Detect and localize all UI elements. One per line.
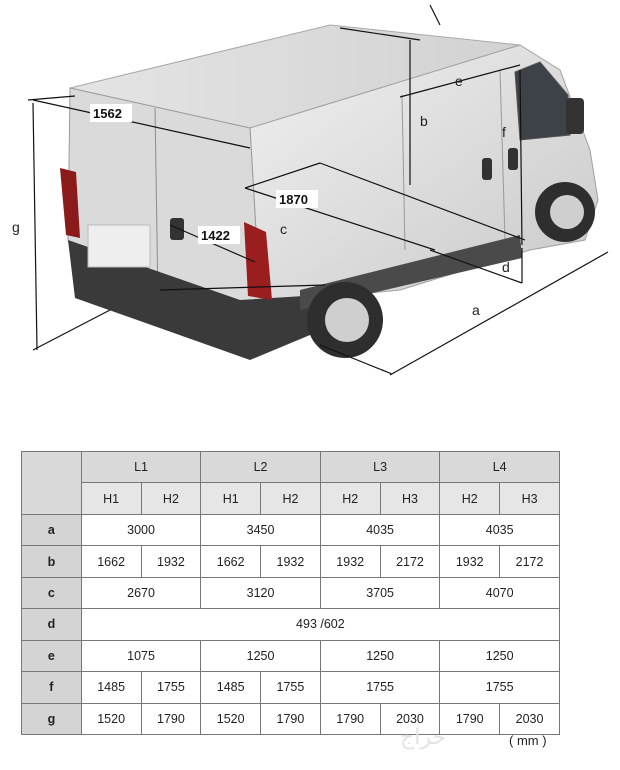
table-cell: 2172 [380,546,440,577]
table-cell: 1520 [81,703,141,735]
table-cell: 3450 [201,514,321,545]
table-cell: 1790 [261,703,321,735]
row-label: d [22,609,82,640]
table-cell: 1755 [440,672,560,703]
table-row [22,577,560,608]
row-label: c [22,577,82,608]
table-cell: 1250 [320,640,440,671]
label-f: f [502,124,506,140]
height-header: H3 [380,483,440,514]
table-row [22,672,560,703]
table-cell: 1932 [320,546,380,577]
table-cell: 1932 [440,546,500,577]
height-header-row [22,483,560,514]
table-cell: 493 /602 [81,609,559,640]
table-cell: 4035 [320,514,440,545]
height-header: H1 [81,483,141,514]
table-cell: 1790 [320,703,380,735]
unit-label: ( mm ) [509,733,547,748]
row-label: g [22,703,82,735]
table-cell: 2670 [81,577,201,608]
table-cell: 1755 [320,672,440,703]
table-cell: 1075 [81,640,201,671]
length-header-row [22,452,560,483]
table-cell: 1662 [201,546,261,577]
label-1870: 1870 [279,192,308,207]
table-row [22,609,560,640]
label-d: d [502,259,510,275]
height-header: H2 [440,483,500,514]
label-g: g [12,219,20,235]
length-header: L4 [440,452,560,483]
table-row [22,640,560,671]
length-header: L2 [201,452,321,483]
table-cell: 2030 [500,703,560,735]
table-cell: 1662 [81,546,141,577]
table-cell: 1485 [81,672,141,703]
label-a: a [472,302,480,318]
table-cell: 1755 [141,672,201,703]
label-1422: 1422 [201,228,230,243]
table-cell: 4070 [440,577,560,608]
row-label: e [22,640,82,671]
corner-cell [22,452,82,515]
height-header: H3 [500,483,560,514]
table-cell: 3000 [81,514,201,545]
length-header: L1 [81,452,201,483]
label-1562: 1562 [93,106,122,121]
height-header: H1 [201,483,261,514]
watermark: ﺣﺮﺍﺝ [400,725,447,750]
table-row [22,546,560,577]
row-label: a [22,514,82,545]
label-c: c [280,221,287,237]
height-header: H2 [261,483,321,514]
table-cell: 1520 [201,703,261,735]
table-cell: 1932 [261,546,321,577]
dimensions-table [21,451,560,735]
row-label: f [22,672,82,703]
table-row [22,703,560,735]
length-header: L3 [320,452,440,483]
table-cell: 1250 [201,640,321,671]
table-cell: 1755 [261,672,321,703]
table-cell: 2030 [380,703,440,735]
height-header: H2 [320,483,380,514]
table-cell: 1790 [141,703,201,735]
table-cell: 2172 [500,546,560,577]
table-cell: 1790 [440,703,500,735]
table-cell: 1250 [440,640,560,671]
label-e: e [455,73,463,89]
table-cell: 3120 [201,577,321,608]
table-cell: 4035 [440,514,560,545]
van-illustration [60,25,598,360]
height-header: H2 [141,483,201,514]
label-b: b [420,113,428,129]
table-row [22,514,560,545]
table-cell: 1932 [141,546,201,577]
table-cell: 1485 [201,672,261,703]
table-cell: 3705 [320,577,440,608]
row-label: b [22,546,82,577]
